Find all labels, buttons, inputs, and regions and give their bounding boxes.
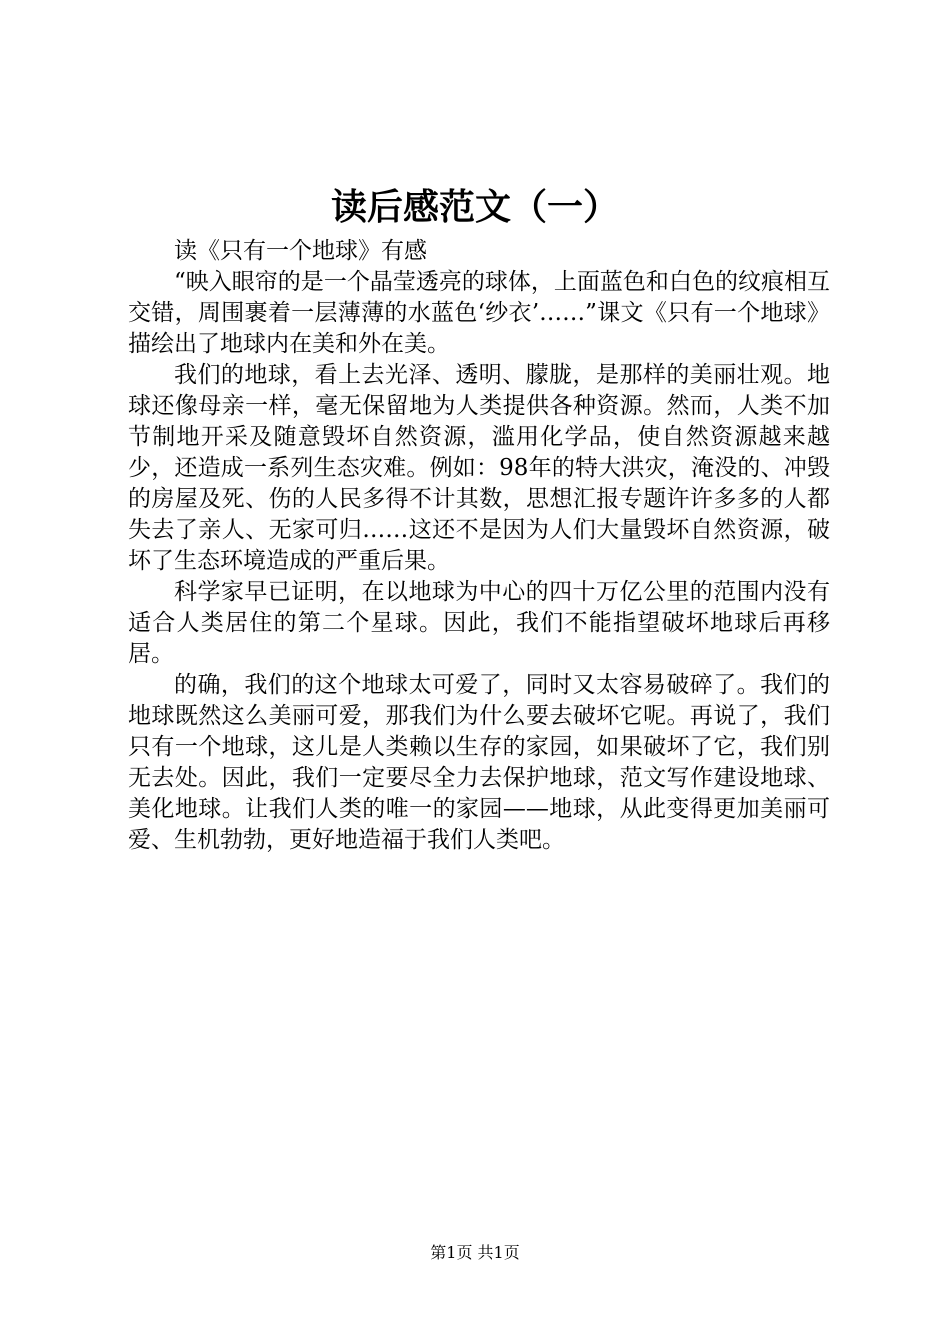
body-paragraph: “映入眼帘的是一个晶莹透亮的球体，上面蓝色和白色的纹痕相互交错，周围裹着一层薄薄的水蓝色‘纱衣’……”课文《只有一个地球》描绘出了地球内在美和外在美。 (128, 269, 830, 357)
subtitle-paragraph: 读《只有一个地球》有感 (174, 238, 427, 264)
document-body (128, 236, 830, 856)
page-number-footer: 第1页 共1页 (430, 1243, 520, 1262)
body-paragraph: 科学家早已证明，在以地球为中心的四十万亿公里的范围内没有适合人类居住的第二个星球。因此，我们不能指望破坏地球后再移居。 (128, 579, 830, 667)
body-paragraph: 的确，我们的这个地球太可爱了，同时又太容易破碎了。我们的地球既然这么美丽可爱，那我们为什么要去破坏它呢。再说了，我们只有一个地球，这儿是人类赖以生存的家园，如果破坏了它，我们别无去处。因此，我们一定要尽全力去保护地球，范文写作建设地球、美化地球。让我们人类的唯一的家园——地球，从此变得更加美丽可爱、生机勃勃，更好地造福于我们人类吧。 (128, 672, 830, 853)
document-title: 读后感范文（一） (330, 186, 619, 228)
body-paragraph: 我们的地球，看上去光泽、透明、朦胧，是那样的美丽壮观。地球还像母亲一样，毫无保留地为人类提供各种资源。然而，人类不加节制地开采及随意毁坏自然资源，滥用化学品，使自然资源越来越少，还造成一系列生态灾难。例如：98年的特大洪灾，淹没的、冲毁的房屋及死、伤的人民多得不计其数，思想汇报专题许许多多的人都失去了亲人、无家可归……这还不是因为人们大量毁坏自然资源，破坏了生态环境造成的严重后果。 (128, 362, 830, 574)
